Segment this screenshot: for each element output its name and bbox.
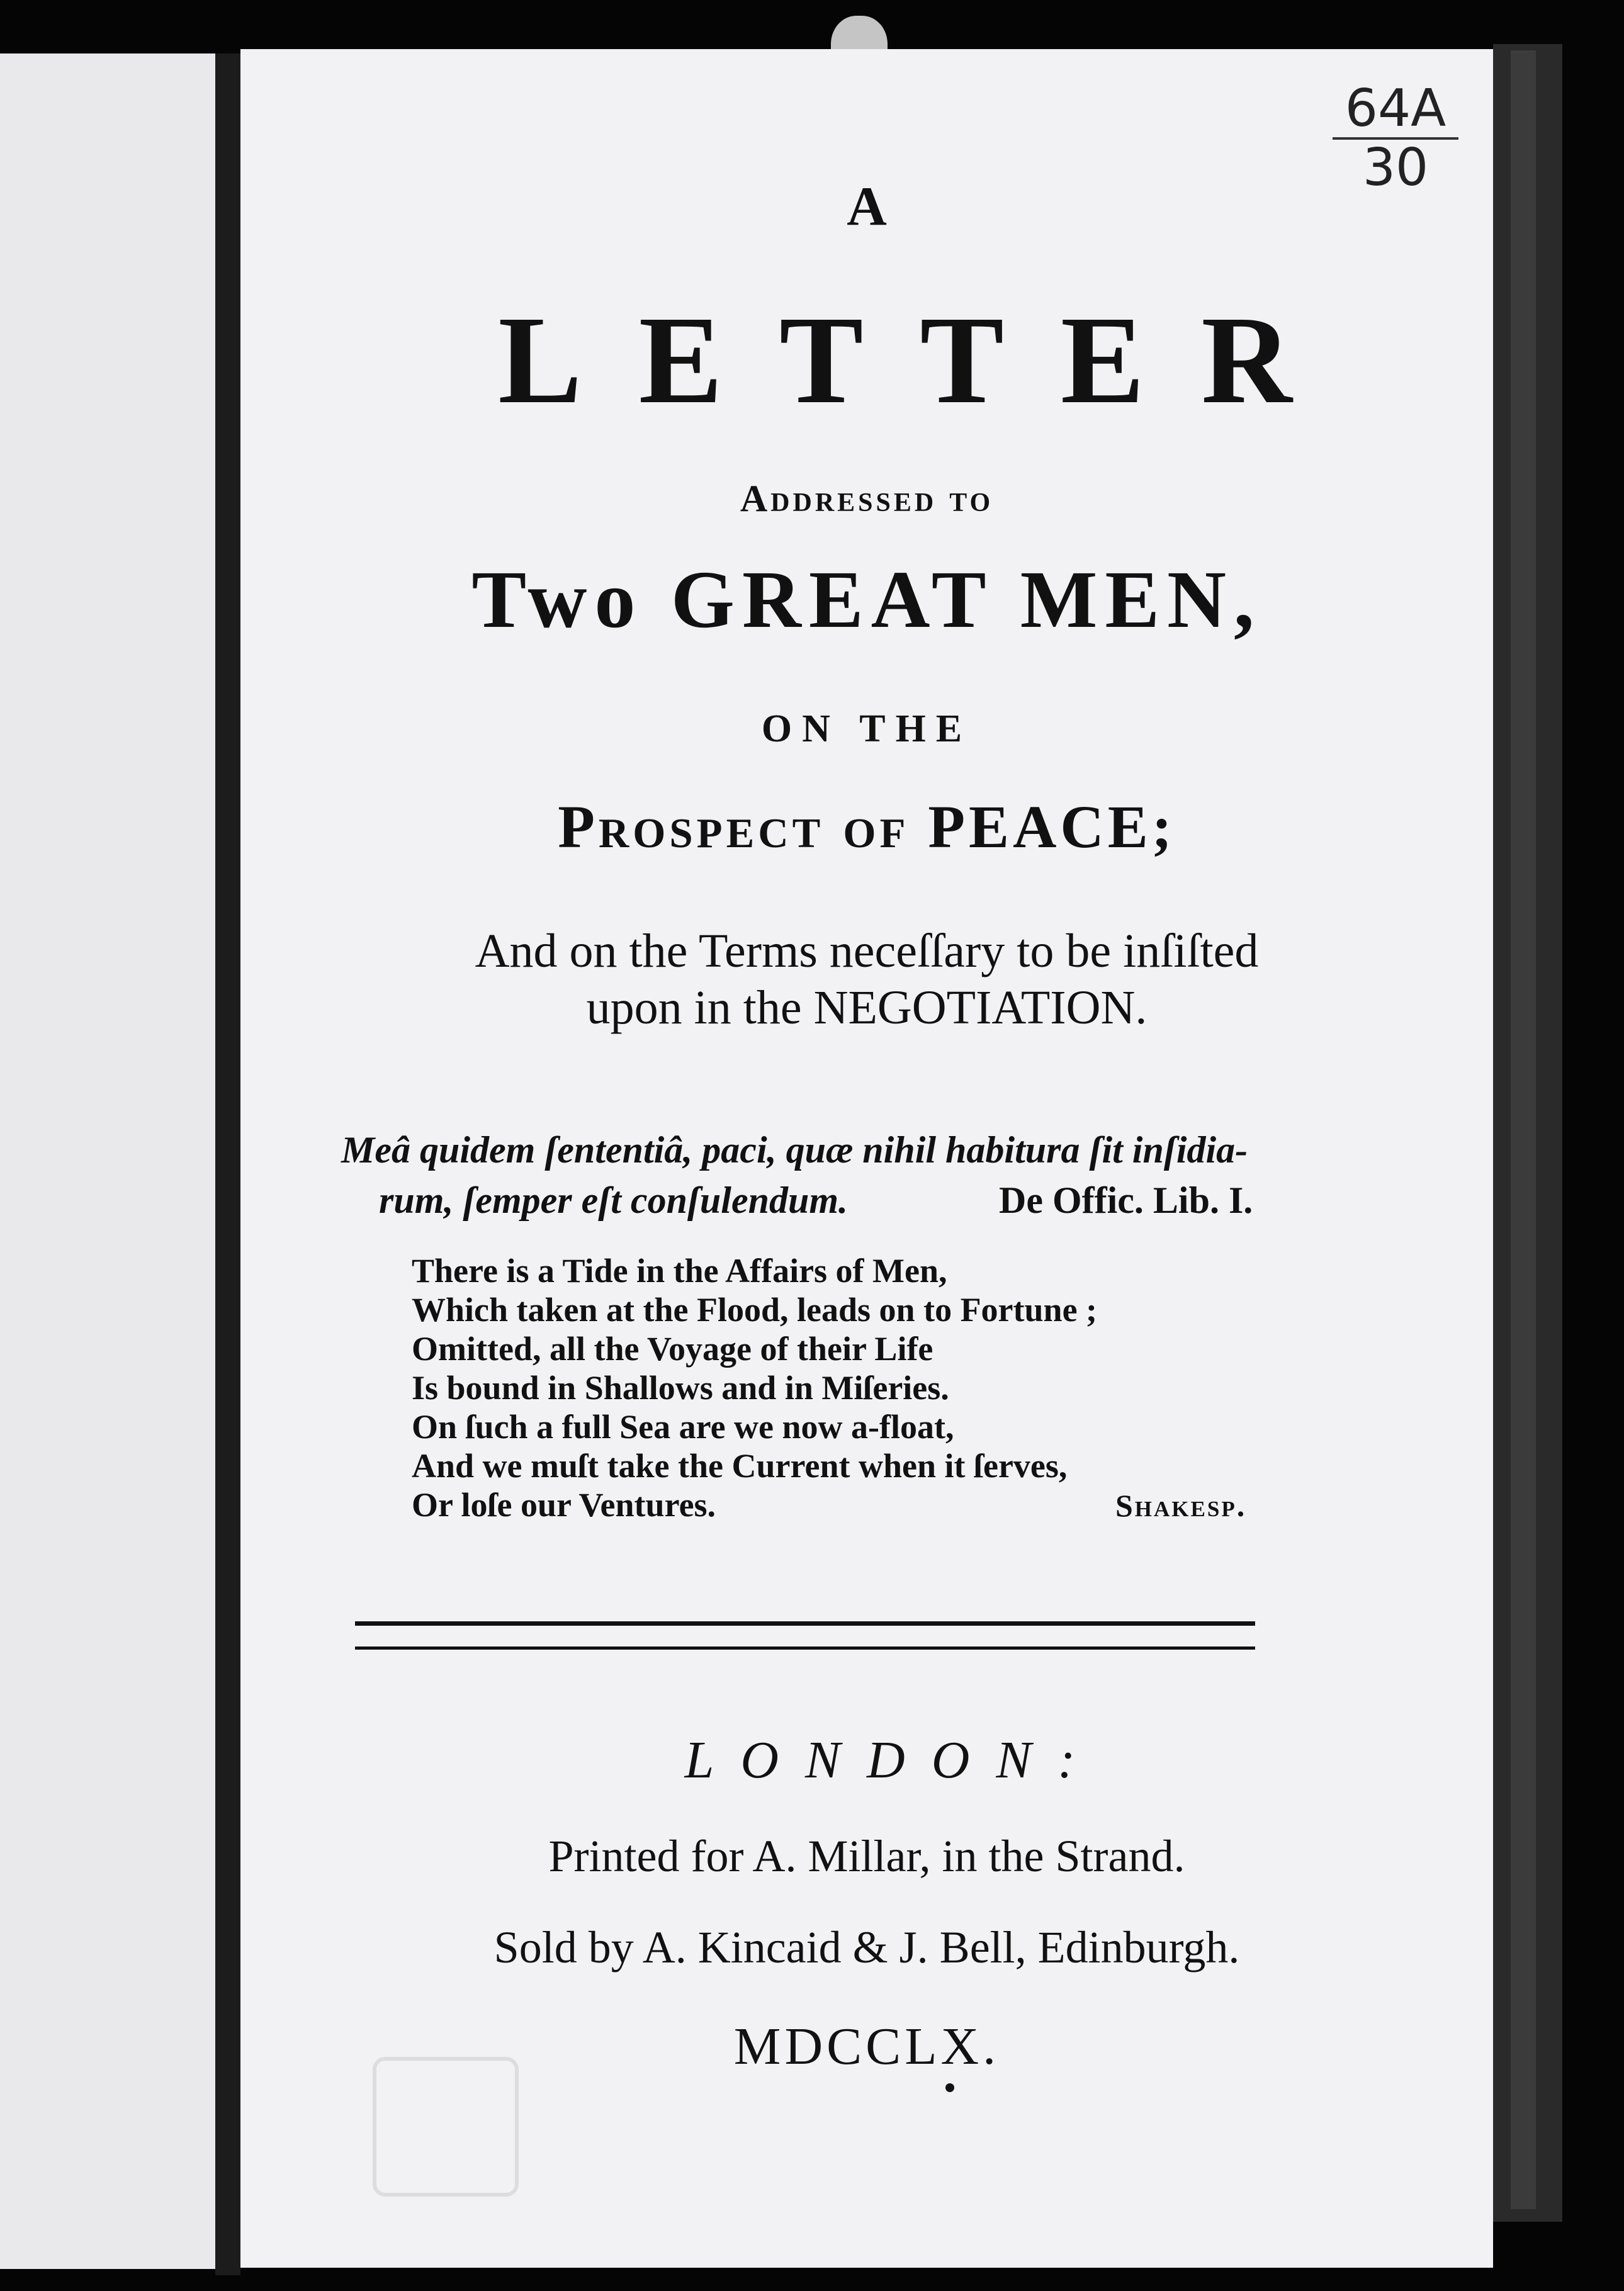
epigraph-attribution: Shakesp. bbox=[1115, 1488, 1247, 1523]
shakespeare-epigraph: There is a Tide in the Affairs of Men, Which taken at the Flood, leads on to Fortune ; Omitted, all the Voyage of their Life Is bound in Shallows and in Miſeries. On ſuch a full Sea are we now a-float, And we muſt take the Current when it ſerves, Or loſe our Ventures. bbox=[412, 1252, 1098, 1524]
latin-epigraph-line-2: rum, ſemper eſt conſulendum. bbox=[379, 1179, 848, 1221]
shelfmark-bottom: 30 bbox=[1362, 138, 1429, 198]
title-main: LETTER bbox=[498, 291, 1349, 430]
imprint-city: LONDON: bbox=[684, 1731, 1102, 1789]
imprint-sold-by: Sold by A. Kincaid & J. Bell, Edinburgh. bbox=[493, 1922, 1240, 1973]
imprint-printed-for: Printed for A. Millar, in the Strand. bbox=[548, 1831, 1185, 1881]
latin-epigraph-line-1: Meâ quidem ſententiâ, paci, quæ nihil habitura ſit inſidia- bbox=[341, 1129, 1248, 1171]
title-article: A bbox=[847, 176, 887, 237]
divider-rule-thin bbox=[355, 1646, 1255, 1650]
title-two-great-men: Two GREAT MEN, bbox=[471, 554, 1262, 645]
title-addressed-to: Addressed to bbox=[740, 478, 994, 519]
facing-page bbox=[0, 53, 215, 2269]
title-terms-line-2: upon in the NEGOTIATION. bbox=[586, 981, 1148, 1034]
imprint-year: MDCCLX. bbox=[733, 2017, 1000, 2076]
title-on-the: ON THE bbox=[761, 707, 973, 750]
title-page bbox=[240, 49, 1493, 2268]
divider-rule-thick bbox=[355, 1621, 1255, 1626]
faint-ink-stamp bbox=[373, 2057, 519, 2197]
shelfmark-top: 64A bbox=[1345, 79, 1446, 138]
title-prospect-of-peace: Prospect of PEACE; bbox=[558, 793, 1176, 860]
latin-epigraph-reference: De Offic. Lib. I. bbox=[999, 1179, 1253, 1221]
ornament-dot bbox=[945, 2083, 954, 2092]
title-terms-line-1: And on the Terms neceſſary to be inſiſted bbox=[475, 925, 1259, 977]
book-gutter bbox=[215, 53, 240, 2275]
